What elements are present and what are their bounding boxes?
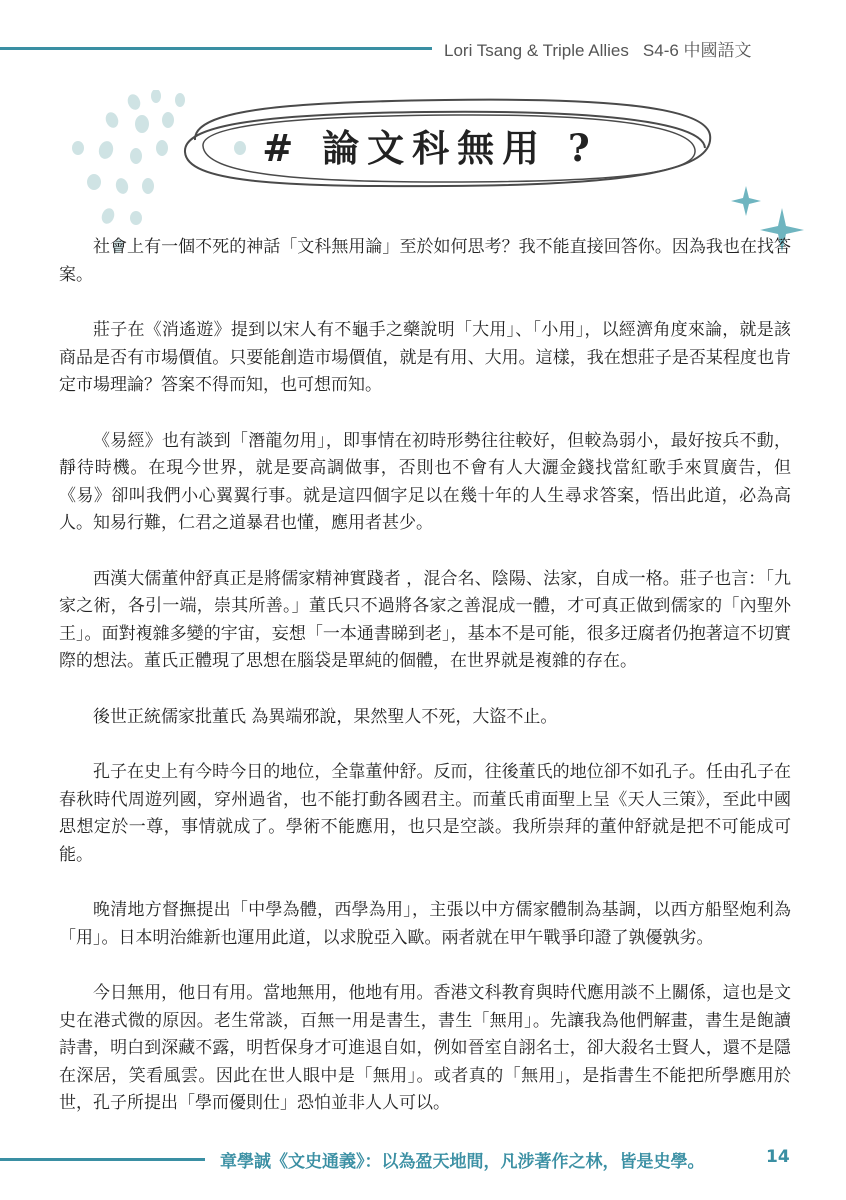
paragraph: 孔子在史上有今時今日的地位，全靠董仲舒。反而，往後董氏的地位卻不如孔子。任由孔子在春秋時代周遊列國，穿州過省，也不能打動各國君主。而董氏甫面聖上呈《天人三策》，至此中國思想定於一尊，事情就成了。學術不能應用，也只是空談。我所崇拜的董仲舒就是把不可能成可能。	[59, 762, 791, 865]
footer-quote: 章學誠《文史通義》：以為盈天地間，凡涉著作之林，皆是史學。	[220, 1152, 705, 1172]
header-rule	[0, 47, 432, 50]
paragraph: 西漢大儒董仲舒真正是將儒家精神實踐者 ，混合名、陰陽、法家，自成一格。莊子也言：「九家之術，各引一端，崇其所善。」董氏只不過將各家之善混成一體，才可真正做到儒家的「內聖外王」。面對複雜多變的宇宙，妄想「一本通書睇到老」，基本不是可能，很多迂腐者仍抱著這不切實際的想法。董氏正體現了思想在腦袋是單純的個體，在世界就是複雜的存在。	[59, 568, 791, 671]
paragraph: 莊子在《消遙遊》提到以宋人有不龜手之藥說明「大用」、「小用」，以經濟角度來論，就是該商品是否有市場價值。只要能創造市場價值，就是有用、大用。這樣，我在想莊子是否某程度也肯定市場理論？答案不得而知，也可想而知。	[59, 320, 791, 395]
article-body	[59, 234, 791, 1146]
page-title: # 論文科無用 ?	[262, 126, 598, 170]
footer-rule	[0, 1158, 205, 1161]
page-number: 14	[766, 1147, 790, 1167]
paragraph: 社會上有一個不死的神話「文科無用論」至於如何思考？我不能直接回答你。因為我也在找答案。	[59, 237, 791, 285]
paragraph: 晚清地方督撫提出「中學為體，西學為用」，主張以中方儒家體制為基調，以西方船堅炮利為「用」。日本明治維新也運用此道，以求脫亞入歐。兩者就在甲午戰爭印證了孰優孰劣。	[59, 900, 791, 948]
paragraph: 《易經》也有談到「潛龍勿用」，即事情在初時形勢往往較好，但較為弱小，最好按兵不動，靜待時機。在現今世界，就是要高調做事，否則也不會有人大灑金錢找當紅歌手來買廣告，但《易》卻叫我們小心翼翼行事。就是這四個字足以在幾十年的人生尋求答案，悟出此道，必為高人。知易行難，仁君之道暴君也懂，應用者甚少。	[59, 430, 791, 533]
page-header	[444, 36, 752, 61]
paragraph: 今日無用，他日有用。當地無用，他地有用。香港文科教育與時代應用談不上關係，這也是文史在港式微的原因。老生常談，百無一用是書生，書生「無用」。先讓我為他們解畫，書生是飽讀詩書，明白到深藏不露，明哲保身才可進退自如，例如晉室自詡名士，卻大殺名士賢人，還不是隱在深居，笑看風雲。因此在世人眼中是「無用」。或者真的「無用」，是指書生不能把所學應用於世，孔子所提出「學而優則仕」恐怕並非人人可以。	[59, 983, 791, 1113]
paragraph: 後世正統儒家批董氏 為異端邪說，果然聖人不死，大盜不止。	[93, 706, 558, 727]
header-author: Lori Tsang & Triple Allies	[444, 41, 629, 60]
header-course: S4-6 中國語文	[642, 41, 752, 60]
